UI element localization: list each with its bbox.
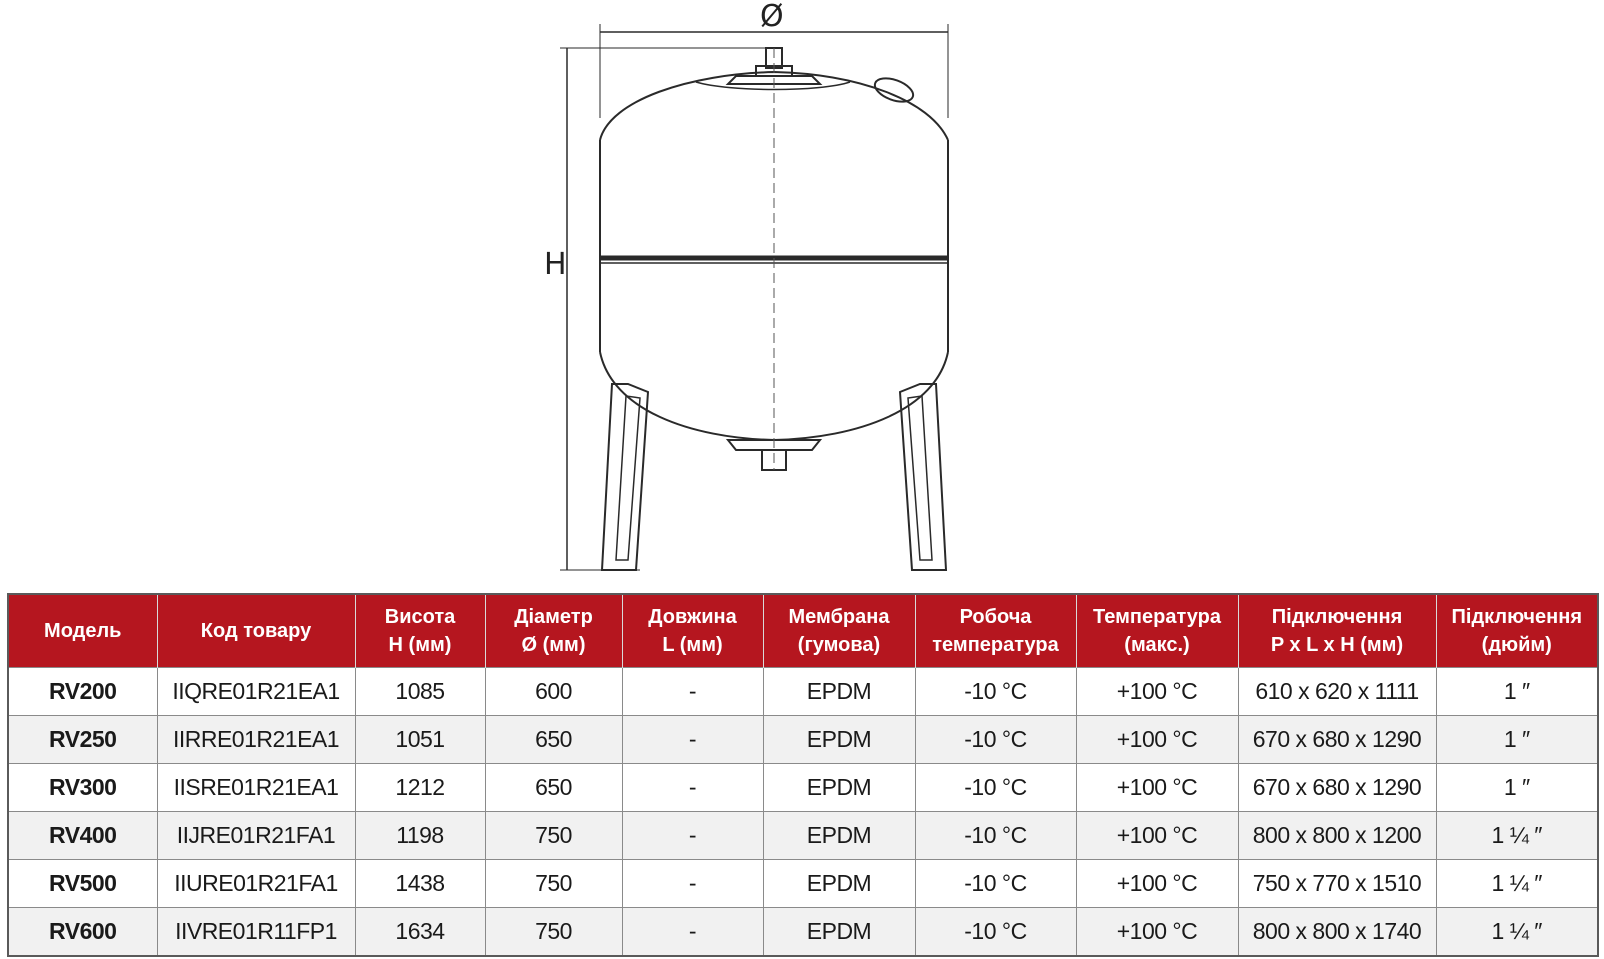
table-cell: +100 °C [1076, 908, 1238, 957]
table-cell: 1 ¼ ″ [1436, 908, 1598, 957]
diameter-label: Ø [760, 0, 784, 34]
column-header-line: Мембрана [788, 606, 890, 628]
table-cell: -10 °C [915, 716, 1076, 764]
column-header [1436, 594, 1598, 668]
table-cell: EPDM [763, 908, 915, 957]
table-cell: IIURE01R21FA1 [157, 860, 355, 908]
table-cell: 600 [485, 668, 622, 716]
table-body [8, 668, 1598, 957]
table-cell: IISRE01R21EA1 [157, 764, 355, 812]
column-header [1238, 594, 1436, 668]
table-cell: 1085 [355, 668, 485, 716]
table-cell: - [622, 716, 763, 764]
model-cell: RV200 [8, 668, 157, 716]
column-header [157, 594, 355, 668]
column-header-line: Висота [384, 606, 456, 628]
model-cell: RV250 [8, 716, 157, 764]
table-cell: IIVRE01R11FP1 [157, 908, 355, 957]
column-header-line: Довжина [648, 606, 737, 628]
table-cell: 800 x 800 x 1200 [1238, 812, 1436, 860]
table-header-row [8, 594, 1598, 668]
table-cell: - [622, 908, 763, 957]
table-cell: IIJRE01R21FA1 [157, 812, 355, 860]
column-header-line: температура [932, 634, 1059, 656]
model-cell: RV400 [8, 812, 157, 860]
table-cell: -10 °C [915, 908, 1076, 957]
column-header-line: (гумова) [797, 634, 881, 656]
model-cell: RV300 [8, 764, 157, 812]
column-header-line: H (мм) [388, 634, 452, 656]
table-cell: EPDM [763, 812, 915, 860]
column-header-line: Код товару [200, 620, 312, 642]
specs-table [7, 593, 1599, 957]
column-header-line: Ø (мм) [521, 634, 586, 656]
column-header-line: P x L x H (мм) [1270, 634, 1404, 656]
column-header-line: Температура [1093, 606, 1221, 628]
table-cell: 610 x 620 x 1111 [1238, 668, 1436, 716]
column-header [915, 594, 1076, 668]
table-cell: -10 °C [915, 668, 1076, 716]
table-cell: +100 °C [1076, 764, 1238, 812]
column-header [355, 594, 485, 668]
table-cell: +100 °C [1076, 668, 1238, 716]
table-cell: -10 °C [915, 860, 1076, 908]
table-cell: 800 x 800 x 1740 [1238, 908, 1436, 957]
column-header-line: L (мм) [662, 634, 723, 656]
column-header [8, 594, 157, 668]
column-header-line: Робоча [959, 606, 1032, 628]
table-cell: -10 °C [915, 764, 1076, 812]
table-row [8, 812, 1598, 860]
table-cell: EPDM [763, 764, 915, 812]
table-cell: - [622, 860, 763, 908]
table-cell: 1438 [355, 860, 485, 908]
table-cell: IIRRE01R21EA1 [157, 716, 355, 764]
column-header-line: (дюйм) [1481, 634, 1552, 656]
table-cell: 1 ¼ ″ [1436, 812, 1598, 860]
table-cell: IIQRE01R21EA1 [157, 668, 355, 716]
table-cell: -10 °C [915, 812, 1076, 860]
table-cell: - [622, 812, 763, 860]
column-header-line: (макс.) [1124, 634, 1190, 656]
table-cell: 1 ″ [1436, 668, 1598, 716]
table-cell: EPDM [763, 716, 915, 764]
column-header-line: Підключення [1451, 606, 1582, 628]
table-row [8, 716, 1598, 764]
table-cell: +100 °C [1076, 716, 1238, 764]
table-cell: EPDM [763, 668, 915, 716]
table-cell: 1198 [355, 812, 485, 860]
table-cell: 1051 [355, 716, 485, 764]
column-header-line: Діаметр [514, 606, 593, 628]
column-header-line: Модель [44, 620, 122, 642]
table-cell: 750 x 770 x 1510 [1238, 860, 1436, 908]
table-cell: 1212 [355, 764, 485, 812]
table-cell: 650 [485, 764, 622, 812]
table-row [8, 764, 1598, 812]
column-header [622, 594, 763, 668]
table-cell: 1 ″ [1436, 764, 1598, 812]
height-label: H [544, 247, 567, 282]
table-cell: +100 °C [1076, 860, 1238, 908]
table-cell: - [622, 668, 763, 716]
table-row [8, 908, 1598, 957]
table-cell: 650 [485, 716, 622, 764]
column-header-line: Підключення [1271, 606, 1403, 628]
table-cell: - [622, 764, 763, 812]
table-row [8, 668, 1598, 716]
column-header [485, 594, 622, 668]
table-cell: 670 x 680 x 1290 [1238, 764, 1436, 812]
table-cell: 1634 [355, 908, 485, 957]
table-cell: 750 [485, 812, 622, 860]
table-cell: 1 ″ [1436, 716, 1598, 764]
table-cell: EPDM [763, 860, 915, 908]
table-cell: +100 °C [1076, 812, 1238, 860]
model-cell: RV500 [8, 860, 157, 908]
column-header [1076, 594, 1238, 668]
table-cell: 1 ¼ ″ [1436, 860, 1598, 908]
table-cell: 670 x 680 x 1290 [1238, 716, 1436, 764]
column-header [763, 594, 915, 668]
table-cell: 750 [485, 860, 622, 908]
model-cell: RV600 [8, 908, 157, 957]
table-cell: 750 [485, 908, 622, 957]
table-row [8, 860, 1598, 908]
